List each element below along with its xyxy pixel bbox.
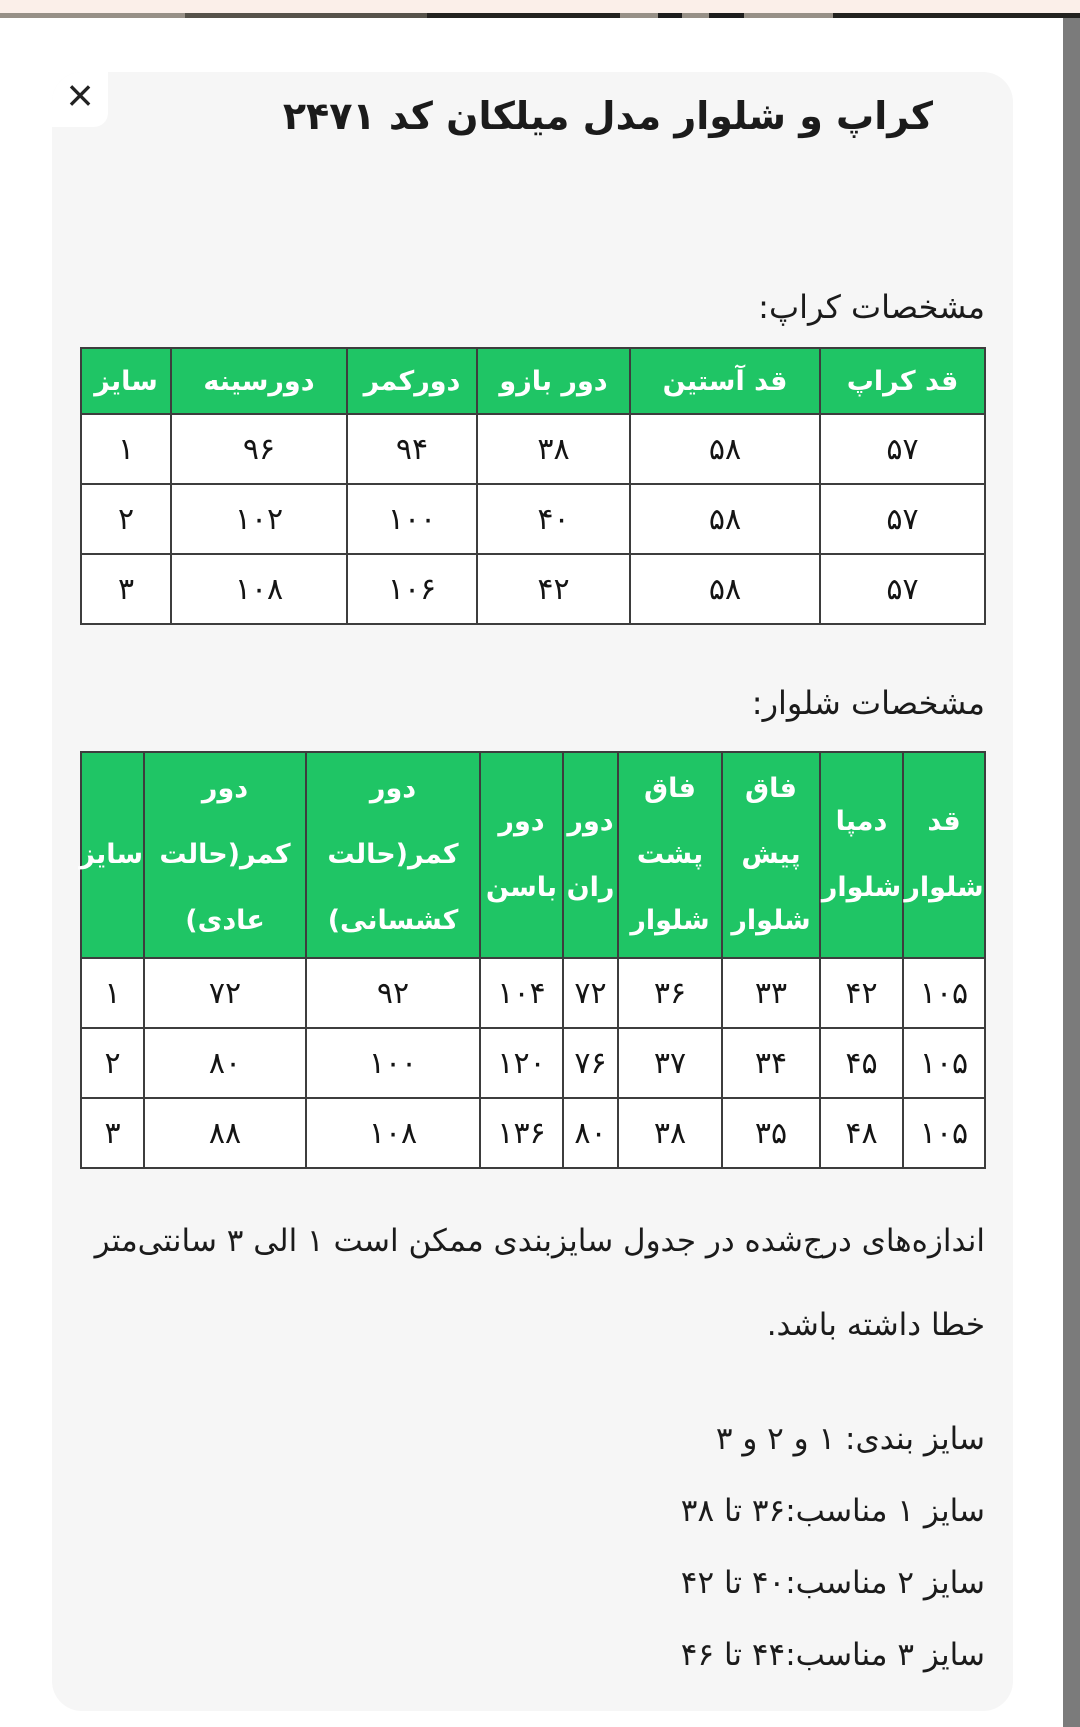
table-cell: ۳ bbox=[81, 554, 171, 624]
table-row bbox=[81, 1098, 985, 1168]
table-cell: ۱۰۸ bbox=[306, 1098, 480, 1168]
sizing-line: سایز ۱ مناسب:۳۶ تا ۳۸ bbox=[680, 1493, 985, 1529]
column-header: دور کمر(حالت عادی) bbox=[144, 752, 306, 958]
table-row bbox=[81, 958, 985, 1028]
table-cell: ۱۲۰ bbox=[480, 1028, 563, 1098]
table-cell: ۸۰ bbox=[144, 1028, 306, 1098]
background-edge-segment bbox=[833, 13, 1080, 18]
table-cell: ۷۶ bbox=[563, 1028, 618, 1098]
table-cell: ۴۵ bbox=[820, 1028, 903, 1098]
column-header: دور باسن bbox=[480, 752, 563, 958]
table-cell: ۷۲ bbox=[563, 958, 618, 1028]
column-header: دمپا شلوار bbox=[820, 752, 903, 958]
sizing-line: سایز ۲ مناسب:۴۰ تا ۴۲ bbox=[680, 1565, 985, 1601]
table-cell: ۴۰ bbox=[477, 484, 630, 554]
column-header: قد آستین bbox=[630, 348, 820, 414]
table-cell: ۹۲ bbox=[306, 958, 480, 1028]
table-cell: ۳۳ bbox=[722, 958, 820, 1028]
table-cell: ۳۵ bbox=[722, 1098, 820, 1168]
sizing-line: سایز ۳ مناسب:۴۴ تا ۴۶ bbox=[680, 1637, 985, 1673]
table-cell: ۲ bbox=[81, 1028, 144, 1098]
background-edge-segment bbox=[709, 13, 744, 18]
close-button[interactable] bbox=[52, 72, 108, 127]
column-header: فاق پشت شلوار bbox=[618, 752, 722, 958]
table-cell: ۴۸ bbox=[820, 1098, 903, 1168]
table-cell: ۱ bbox=[81, 958, 144, 1028]
column-header: سایز bbox=[81, 752, 144, 958]
column-header: دور کمر(حالت کشسانی) bbox=[306, 752, 480, 958]
table-cell: ۳ bbox=[81, 1098, 144, 1168]
background-page-top-bar bbox=[0, 0, 1080, 13]
pants-table-header-row bbox=[81, 752, 985, 958]
table-cell: ۳۸ bbox=[618, 1098, 722, 1168]
column-header: دورکمر bbox=[347, 348, 477, 414]
table-cell: ۱۳۶ bbox=[480, 1098, 563, 1168]
table-cell: ۱۰۴ bbox=[480, 958, 563, 1028]
table-row bbox=[81, 414, 985, 484]
column-header: قد شلوار bbox=[903, 752, 985, 958]
close-icon: × bbox=[66, 72, 94, 121]
table-cell: ۵۷ bbox=[820, 484, 985, 554]
crop-size-table bbox=[80, 347, 986, 625]
table-cell: ۱۰۵ bbox=[903, 1028, 985, 1098]
table-cell: ۹۴ bbox=[347, 414, 477, 484]
table-cell: ۷۲ bbox=[144, 958, 306, 1028]
table-cell: ۱۰۰ bbox=[347, 484, 477, 554]
table-cell: ۱۰۶ bbox=[347, 554, 477, 624]
table-cell: ۴۲ bbox=[820, 958, 903, 1028]
table-cell: ۳۶ bbox=[618, 958, 722, 1028]
column-header: دورسینه bbox=[171, 348, 347, 414]
table-cell: ۴۲ bbox=[477, 554, 630, 624]
table-cell: ۱۰۰ bbox=[306, 1028, 480, 1098]
table-row bbox=[81, 554, 985, 624]
column-header: دور ران bbox=[563, 752, 618, 958]
table-cell: ۵۸ bbox=[630, 414, 820, 484]
table-cell: ۱ bbox=[81, 414, 171, 484]
table-row bbox=[81, 1028, 985, 1098]
table-cell: ۵۸ bbox=[630, 554, 820, 624]
crop-section-heading: مشخصات کراپ: bbox=[758, 288, 985, 326]
size-guide-modal bbox=[52, 72, 1013, 1711]
table-cell: ۳۴ bbox=[722, 1028, 820, 1098]
sizing-info bbox=[52, 1403, 985, 1691]
table-cell: ۱۰۲ bbox=[171, 484, 347, 554]
background-edge-segment bbox=[427, 13, 620, 18]
table-row bbox=[81, 484, 985, 554]
column-header: سایز bbox=[81, 348, 171, 414]
table-cell: ۵۷ bbox=[820, 414, 985, 484]
pants-section-heading: مشخصات شلوار: bbox=[751, 684, 985, 722]
table-cell: ۸۸ bbox=[144, 1098, 306, 1168]
table-cell: ۵۷ bbox=[820, 554, 985, 624]
table-cell: ۱۰۵ bbox=[903, 1098, 985, 1168]
column-header: قد کراپ bbox=[820, 348, 985, 414]
table-cell: ۳۷ bbox=[618, 1028, 722, 1098]
background-edge-segment bbox=[658, 13, 682, 18]
table-cell: ۳۸ bbox=[477, 414, 630, 484]
column-header: فاق پیش شلوار bbox=[722, 752, 820, 958]
tolerance-note: اندازه‌های درج‌شده در جدول سایزبندی ممکن است ۱ الی ۳ سانتی‌متر خطا داشته باشد. bbox=[94, 1223, 985, 1343]
table-cell: ۸۰ bbox=[563, 1098, 618, 1168]
table-cell: ۱۰۵ bbox=[903, 958, 985, 1028]
background-edge-segment bbox=[185, 13, 427, 18]
crop-table-header-row bbox=[81, 348, 985, 414]
table-cell: ۵۸ bbox=[630, 484, 820, 554]
column-header: دور بازو bbox=[477, 348, 630, 414]
table-cell: ۹۶ bbox=[171, 414, 347, 484]
scrollbar[interactable] bbox=[1063, 18, 1080, 1727]
sizing-line: سایز بندی: ۱ و ۲ و ۳ bbox=[715, 1421, 985, 1457]
page-title: کراپ و شلوار مدل میلکان کد ۲۴۷۱ bbox=[282, 94, 933, 138]
pants-size-table bbox=[80, 751, 986, 1169]
table-cell: ۲ bbox=[81, 484, 171, 554]
table-cell: ۱۰۸ bbox=[171, 554, 347, 624]
